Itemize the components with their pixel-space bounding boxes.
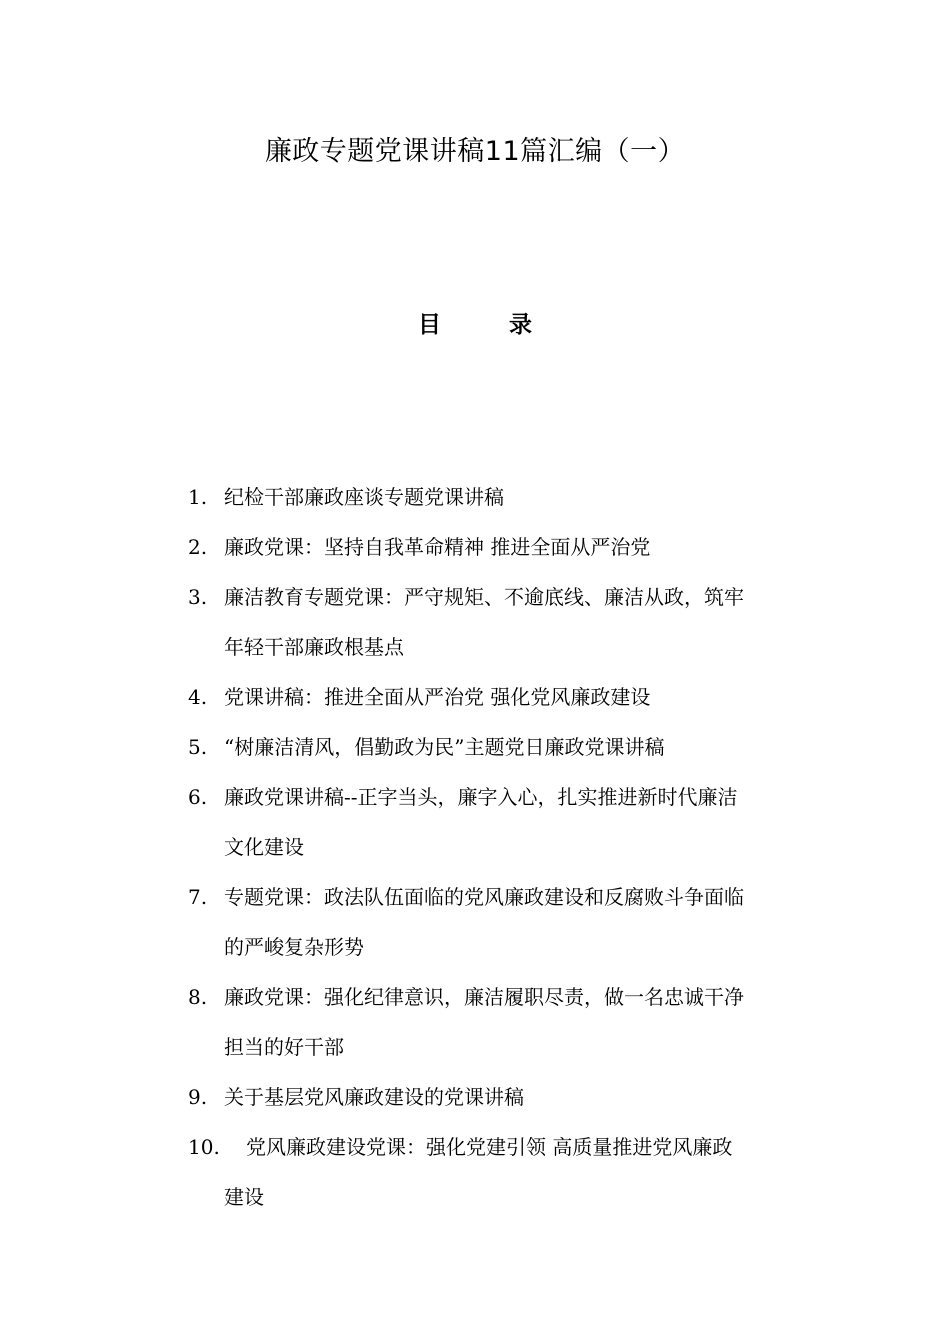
- toc-item-title: [224, 522, 818, 572]
- toc-item-number: 1.: [188, 485, 208, 509]
- toc-item-number: 8.: [188, 985, 208, 1009]
- toc-item-6: [188, 772, 818, 872]
- toc-item-line-continued: 担当的好干部: [224, 1035, 344, 1059]
- document-title: 廉政专题党课讲稿11篇汇编（一）: [264, 136, 686, 167]
- toc-item-line: 纪检干部廉政座谈专题党课讲稿: [224, 485, 504, 509]
- toc-item-10: [188, 1122, 818, 1222]
- toc-item-8: [188, 972, 818, 1072]
- toc-item-title: [224, 572, 818, 672]
- table-of-contents: [188, 472, 818, 1222]
- toc-item-title: [224, 1122, 818, 1222]
- toc-item-1: [188, 472, 818, 522]
- toc-item-line: 廉洁教育专题党课：严守规矩、不逾底线、廉洁从政，筑牢: [224, 585, 744, 609]
- toc-item-title: [224, 722, 818, 772]
- toc-item-line: 关于基层党风廉政建设的党课讲稿: [224, 1085, 524, 1109]
- toc-item-number: 3.: [188, 585, 208, 609]
- toc-item-title: [224, 1072, 818, 1122]
- toc-item-line: 廉政党课：强化纪律意识，廉洁履职尽责，做一名忠诚干净: [224, 985, 744, 1009]
- toc-item-9: [188, 1072, 818, 1122]
- toc-heading: 目 录: [417, 312, 562, 338]
- toc-item-line-continued: 文化建设: [224, 835, 304, 859]
- toc-item-3: [188, 572, 818, 672]
- toc-item-line: 专题党课：政法队伍面临的党风廉政建设和反腐败斗争面临: [224, 885, 744, 909]
- toc-item-number: 4.: [188, 685, 208, 709]
- toc-item-title: [224, 872, 818, 972]
- toc-item-number: 9.: [188, 1085, 208, 1109]
- toc-item-2: [188, 522, 818, 572]
- toc-item-number: 10.: [188, 1135, 220, 1159]
- toc-item-line-continued: 的严峻复杂形势: [224, 935, 364, 959]
- toc-item-line: 党风廉政建设党课：强化党建引领 高质量推进党风廉政: [246, 1135, 733, 1159]
- toc-item-title: [224, 972, 818, 1072]
- toc-item-number: 7.: [188, 885, 208, 909]
- toc-item-number: 2.: [188, 535, 208, 559]
- toc-item-number: 5.: [188, 735, 208, 759]
- toc-item-4: [188, 672, 818, 722]
- toc-item-line-continued: 建设: [224, 1185, 264, 1209]
- toc-item-line-continued: 年轻干部廉政根基点: [224, 635, 404, 659]
- toc-item-number: 6.: [188, 785, 208, 809]
- toc-item-title: [224, 772, 818, 872]
- toc-item-title: [224, 672, 818, 722]
- toc-item-line: 廉政党课讲稿--正字当头，廉字入心，扎实推进新时代廉洁: [224, 785, 738, 809]
- toc-item-5: [188, 722, 818, 772]
- toc-item-7: [188, 872, 818, 972]
- toc-item-line: “树廉洁清风，倡勤政为民”主题党日廉政党课讲稿: [224, 735, 665, 759]
- toc-item-line: 党课讲稿：推进全面从严治党 强化党风廉政建设: [224, 685, 651, 709]
- toc-item-line: 廉政党课：坚持自我革命精神 推进全面从严治党: [224, 535, 651, 559]
- toc-item-title: [224, 472, 818, 522]
